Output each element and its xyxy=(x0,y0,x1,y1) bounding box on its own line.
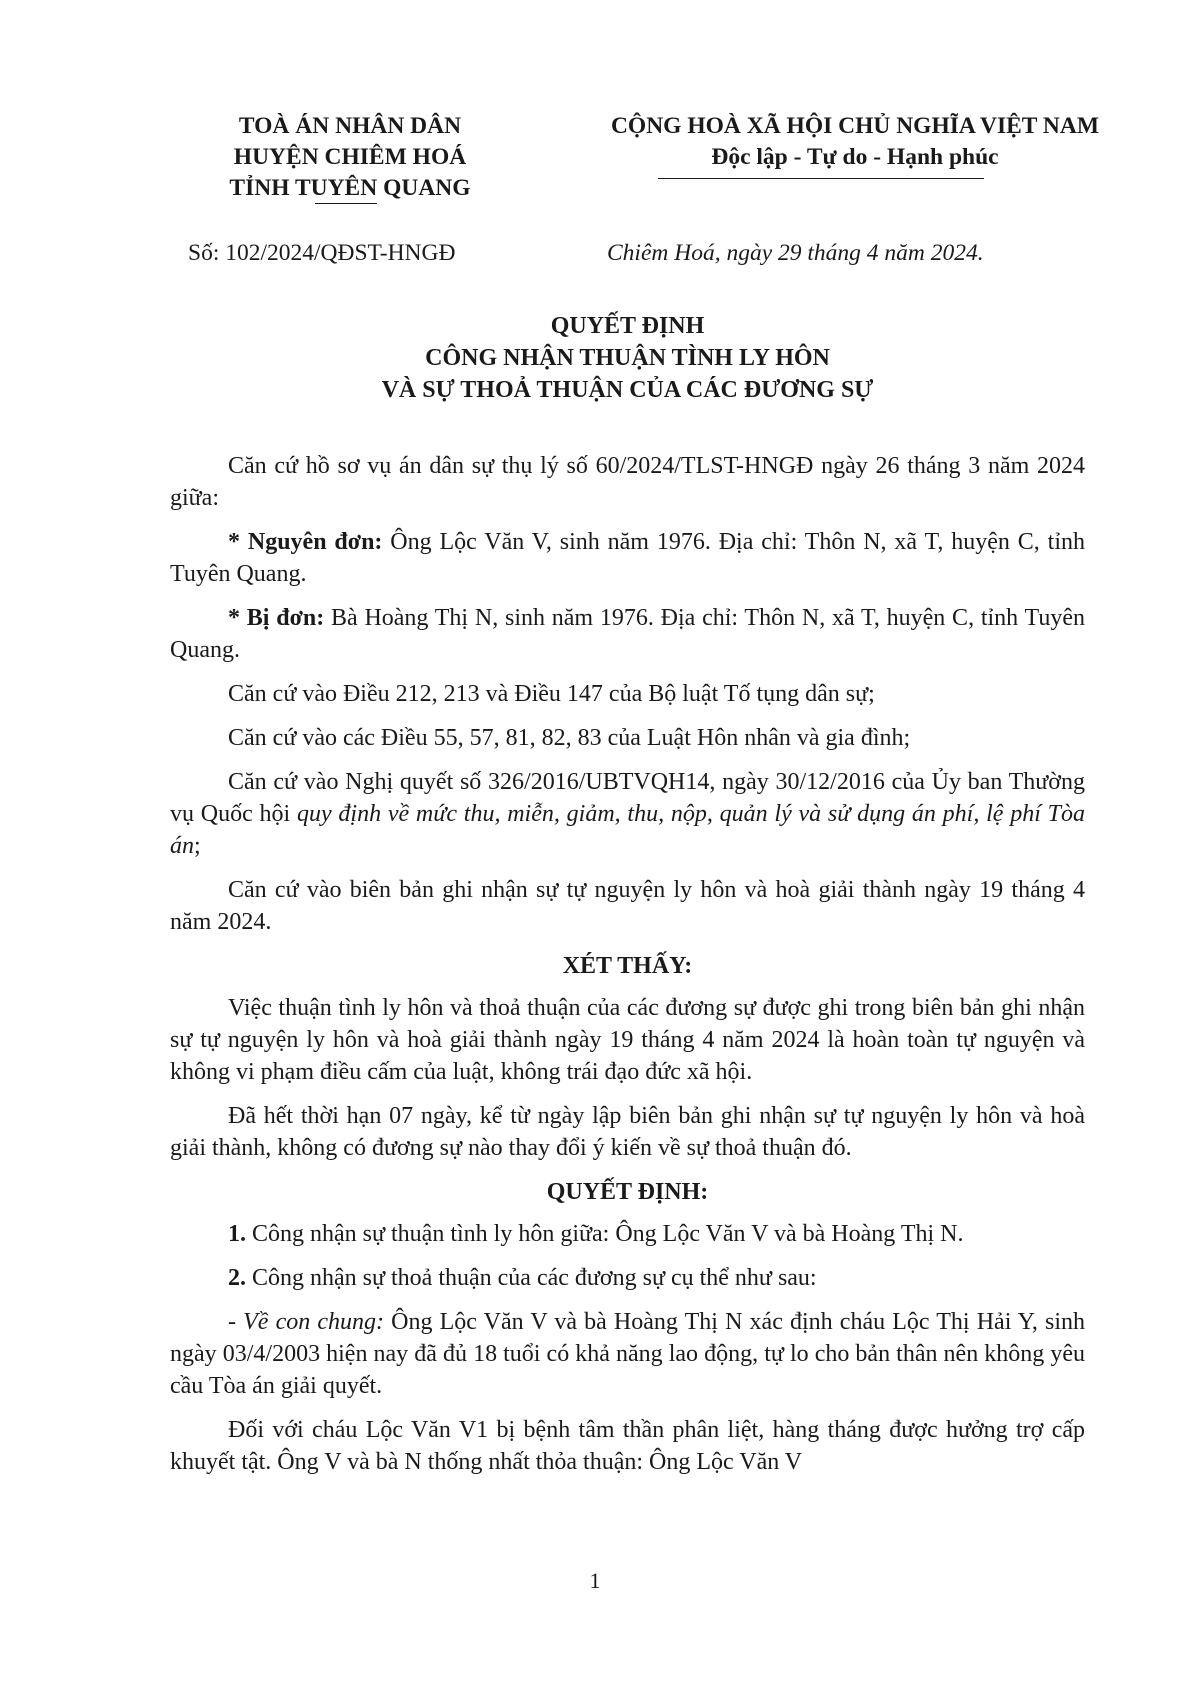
court-header xyxy=(200,111,500,204)
item-1-text: Công nhận sự thuận tình ly hôn giữa: Ông Lộc Văn V và bà Hoàng Thị N. xyxy=(246,1221,964,1247)
paragraph-civil-procedure: Căn cứ vào Điều 212, 213 và Điều 147 của Bộ luật Tố tụng dân sự; xyxy=(228,681,875,707)
paragraph-defendant xyxy=(170,602,1085,666)
resolution-text: Căn cứ vào Nghị quyết số 326/2016/UBTVQH14, ngày 30/12/2016 của Ủy ban Thường vụ Quốc hội xyxy=(170,769,1085,827)
heading-findings: XÉT THẤY: xyxy=(562,953,693,979)
paragraph-plaintiff xyxy=(170,526,1085,590)
plaintiff-text: Ông Lộc Văn V, sinh năm 1976. Địa chỉ: Thôn N, xã T, huyện C, tỉnh Tuyên Quang. xyxy=(170,529,1085,587)
children-text: Ông Lộc Văn V và bà Hoàng Thị N xác định cháu Lộc Thị Hải Y, sinh ngày 03/4/2003 hiện nay đã đủ 18 tuổi có khả năng lao động, tự lo cho bản thân nên không yêu cầu Tòa án giải quyết. xyxy=(170,1309,1085,1399)
heading-decision: QUYẾT ĐỊNH: xyxy=(546,1179,709,1205)
item-2-number: 2. xyxy=(228,1265,246,1291)
paragraph-family-law: Căn cứ vào các Điều 55, 57, 81, 82, 83 của Luật Hôn nhân và gia đình; xyxy=(228,725,911,751)
page-number: 1 xyxy=(589,1568,601,1593)
item-2-text: Công nhận sự thoả thuận của các đương sự cụ thể như sau: xyxy=(246,1265,817,1291)
item-1-number: 1. xyxy=(228,1221,246,1247)
defendant-label: * Bị đơn: xyxy=(228,605,325,631)
national-header xyxy=(545,111,1165,173)
title-line-2: CÔNG NHẬN THUẬN TÌNH LY HÔN xyxy=(425,345,830,371)
title-line-1: QUYẾT ĐỊNH xyxy=(550,313,705,339)
resolution-end: ; xyxy=(194,833,201,859)
document-title xyxy=(170,310,1085,406)
children-label: - Về con chung: xyxy=(228,1309,385,1335)
paragraph-record: Căn cứ vào biên bản ghi nhận sự tự nguyện ly hôn và hoà giải thành ngày 19 tháng 4 năm 2024. xyxy=(170,877,1085,935)
place-date: Chiêm Hoá, ngày 29 tháng 4 năm 2024. xyxy=(607,240,984,266)
motto-underline xyxy=(658,178,984,179)
paragraph-findings-2: Đã hết thời hạn 07 ngày, kể từ ngày lập biên bản ghi nhận sự tự nguyện ly hôn và hoà giải thành, không có đương sự nào thay đổi ý kiến về sự thoả thuận đó. xyxy=(170,1103,1085,1161)
paragraph-resolution xyxy=(170,766,1085,862)
paragraph-children xyxy=(170,1306,1085,1402)
plaintiff-label: * Nguyên đơn: xyxy=(228,529,383,555)
paragraph-case-basis: Căn cứ hồ sơ vụ án dân sự thụ lý số 60/2024/TLST-HNGĐ ngày 26 tháng 3 năm 2024 giữa: xyxy=(170,453,1085,511)
court-name: TOÀ ÁN NHÂN DÂN xyxy=(238,113,462,139)
document-number: Số: 102/2024/QĐST-HNGĐ xyxy=(188,240,456,266)
resolution-italic: quy định về mức thu, miễn, giảm, thu, nộp, quản lý và sử dụng án phí, lệ phí Tòa án xyxy=(170,801,1086,859)
paragraph-findings-1: Việc thuận tình ly hôn và thoả thuận của các đương sự được ghi trong biên bản ghi nhận sự tự nguyện ly hôn và hoà giải thành ngày 19 tháng 4 năm 2024 là hoàn toàn tự nguyện và không vi phạm điều cấm của luật, không trái đạo đức xã hội. xyxy=(170,995,1085,1085)
court-province: TỈNH TUYÊN QUANG xyxy=(229,175,471,201)
defendant-text: Bà Hoàng Thị N, sinh năm 1976. Địa chỉ: Thôn N, xã T, huyện C, tỉnh Tuyên Quang. xyxy=(170,605,1085,663)
national-motto: Độc lập - Tự do - Hạnh phúc xyxy=(711,144,999,170)
court-header-underline xyxy=(315,203,377,204)
decision-item-2 xyxy=(170,1262,1085,1294)
national-title: CỘNG HOÀ XÃ HỘI CHỦ NGHĨA VIỆT NAM xyxy=(610,113,1100,139)
decision-item-1 xyxy=(170,1218,1085,1250)
title-line-3: VÀ SỰ THOẢ THUẬN CỦA CÁC ĐƯƠNG SỰ xyxy=(381,377,874,403)
court-district: HUYỆN CHIÊM HOÁ xyxy=(233,144,467,170)
paragraph-child-v1: Đối với cháu Lộc Văn V1 bị bệnh tâm thần phân liệt, hàng tháng được hưởng trợ cấp khuyết tật. Ông V và bà N thống nhất thỏa thuận: Ông Lộc Văn V xyxy=(170,1417,1085,1475)
document-body xyxy=(170,450,1085,1490)
